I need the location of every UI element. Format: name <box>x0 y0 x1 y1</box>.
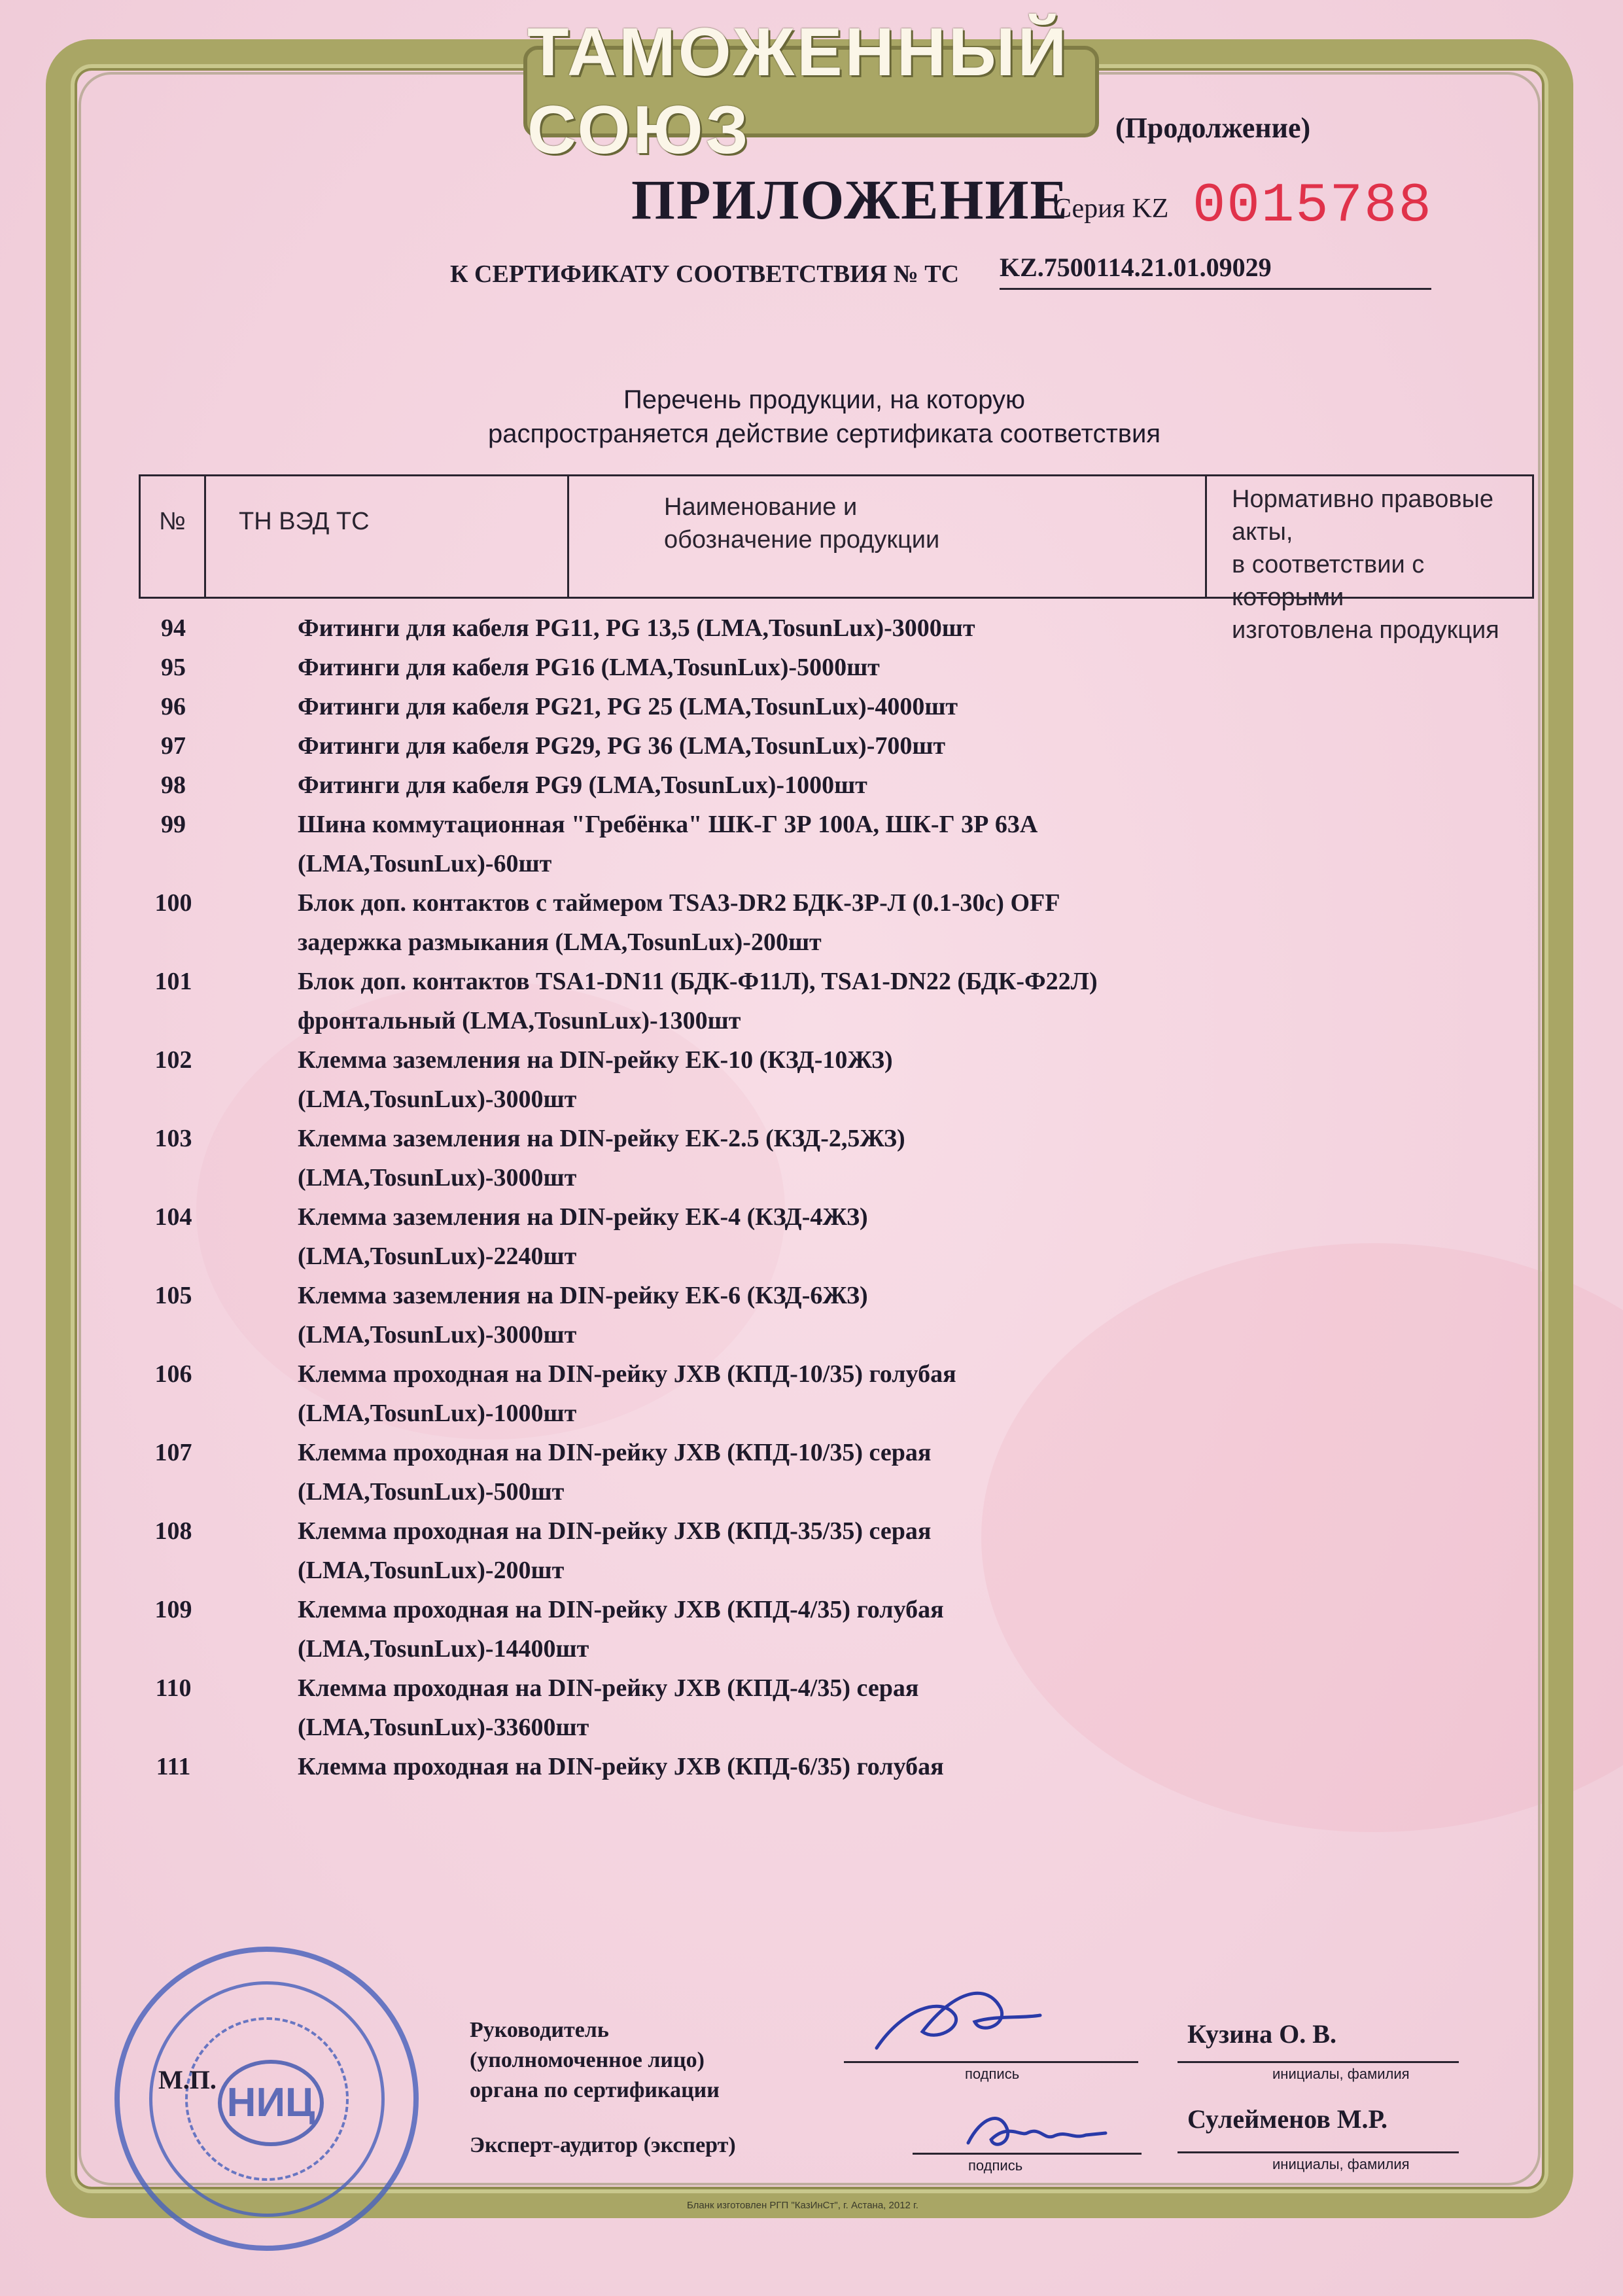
row-description: Блок доп. контактов TSA1-DN11 (БДК-Ф11Л), TSA1-DN22 (БДК-Ф22Л) фронтальный (LMA,TosunLux)-1300шт <box>298 968 1098 1034</box>
table-row <box>131 1590 1505 1669</box>
list-heading-line1: Перечень продукции, на которую <box>623 385 1025 414</box>
row-description: Клемма проходная на DIN-рейку JXB (КПД-4/35) голубая (LMA,TosunLux)-14400шт <box>298 1596 944 1663</box>
head-initials-caption: инициалы, фамилия <box>1272 2066 1410 2082</box>
head-signatory-label: Руководитель (уполномоченное лицо) органа по сертификации <box>470 2018 720 2102</box>
table-row <box>131 1747 1505 1786</box>
form-footer: Бланк изготовлен РГП "КазИнСт", г. Астана, 2012 г. <box>687 2200 918 2211</box>
table-row <box>131 1433 1505 1511</box>
row-description: Фитинги для кабеля PG21, PG 25 (LMA,TosunLux)-4000шт <box>298 693 958 720</box>
head-signature-caption: подпись <box>965 2066 1020 2082</box>
official-stamp <box>114 1947 419 2251</box>
row-number: 97 <box>161 732 186 760</box>
series-number: 0015788 <box>1193 175 1433 238</box>
header-tn-label: ТН ВЭД ТС <box>239 508 370 535</box>
header-norm-label: Нормативно правовые акты, в соответствии с которыми изготовлена продукция <box>1232 486 1499 644</box>
row-description: Клемма заземления на DIN-рейку ЕК-2.5 (КЗД-2,5ЖЗ) (LMA,TosunLux)-3000шт <box>298 1125 905 1192</box>
table-row <box>131 805 1505 883</box>
continuation-label: (Продолжение) <box>1115 112 1311 144</box>
expert-signature-line <box>913 2153 1142 2155</box>
row-description: Клемма заземления на DIN-рейку ЕК-10 (КЗД-10ЖЗ) (LMA,TosunLux)-3000шт <box>298 1046 893 1113</box>
head-signature-line <box>844 2061 1138 2063</box>
row-number: 100 <box>154 889 192 917</box>
row-description: Шина коммутационная "Гребёнка" ШК-Г 3Р 100А, ШК-Г 3Р 63А (LMA,TosunLux)-60шт <box>298 811 1038 877</box>
row-number: 99 <box>161 811 186 838</box>
row-number: 108 <box>154 1517 192 1545</box>
expert-signatory-label: Эксперт-аудитор (эксперт) <box>470 2133 736 2157</box>
row-description: Фитинги для кабеля PG11, PG 13,5 (LMA,TosunLux)-3000шт <box>298 614 975 642</box>
certificate-underline <box>1000 288 1431 290</box>
head-signature <box>864 1969 1053 2068</box>
row-description: Клемма проходная на DIN-рейку JXB (КПД-10/35) серая (LMA,TosunLux)-500шт <box>298 1439 932 1506</box>
expert-signature-caption: подпись <box>968 2157 1023 2174</box>
table-row <box>131 609 1505 648</box>
row-description: Фитинги для кабеля PG16 (LMA,TosunLux)-5000шт <box>298 654 880 681</box>
product-list <box>131 609 1505 1786</box>
expert-initials-caption: инициалы, фамилия <box>1272 2156 1410 2172</box>
list-heading-line2: распространяется действие сертификата соответствия <box>487 419 1161 448</box>
row-description: Клемма проходная на DIN-рейку JXB (КПД-4/35) серая (LMA,TosunLux)-33600шт <box>298 1674 919 1741</box>
row-number: 110 <box>155 1674 192 1702</box>
row-description: Клемма проходная на DIN-рейку JXB (КПД-35/35) серая (LMA,TosunLux)-200шт <box>298 1517 932 1584</box>
row-description: Клемма заземления на DIN-рейку ЕК-4 (КЗД-4ЖЗ) (LMA,TosunLux)-2240шт <box>298 1203 868 1270</box>
header-cell-no <box>141 476 206 597</box>
certificate-label: К СЕРТИФИКАТУ СООТВЕТСТВИЯ № ТС <box>450 260 960 288</box>
row-number: 95 <box>161 654 186 681</box>
head-name-line <box>1178 2061 1459 2063</box>
head-name: Кузина О. В. <box>1187 2019 1336 2049</box>
stamp-logo: НИЦ <box>218 2060 324 2146</box>
row-number: 103 <box>154 1125 192 1152</box>
row-number: 106 <box>154 1360 192 1388</box>
expert-name-line <box>1178 2151 1459 2153</box>
row-number: 105 <box>154 1282 192 1309</box>
row-number: 96 <box>161 693 186 720</box>
table-row <box>131 766 1505 805</box>
seal-place-label: М.П. <box>158 2065 217 2094</box>
row-description: Клемма проходная на DIN-рейку JXB (КПД-10/35) голубая (LMA,TosunLux)-1000шт <box>298 1360 956 1427</box>
table-row <box>131 1354 1505 1433</box>
row-description: Фитинги для кабеля PG29, PG 36 (LMA,TosunLux)-700шт <box>298 732 946 760</box>
row-number: 94 <box>161 614 186 642</box>
list-heading <box>393 383 1256 451</box>
table-row <box>131 1119 1505 1197</box>
row-number: 109 <box>154 1596 192 1623</box>
table-row <box>131 648 1505 687</box>
table-row <box>131 1669 1505 1747</box>
table-row <box>131 1276 1505 1354</box>
series-label: Серия KZ <box>1053 194 1169 224</box>
table-row <box>131 883 1505 962</box>
customs-union-banner <box>523 14 1099 168</box>
header-no-label: № <box>159 508 186 535</box>
banner-text: ТАМОЖЕННЫЙ СОЮЗ <box>527 14 1070 168</box>
row-description: Блок доп. контактов с таймером TSA3-DR2 БДК-3Р-Л (0.1-30с) OFF задержка размыкания (LMA,TosunLux)-200шт <box>298 889 1060 956</box>
table-row <box>131 1040 1505 1119</box>
row-number: 101 <box>154 968 192 995</box>
row-number: 104 <box>154 1203 192 1231</box>
document-title: ПРИЛОЖЕНИЕ <box>631 168 1069 231</box>
expert-name: Сулейменов М.Р. <box>1187 2104 1387 2134</box>
row-number: 107 <box>154 1439 192 1466</box>
header-cell-tn <box>206 476 569 597</box>
row-description: Клемма проходная на DIN-рейку JXB (КПД-6/35) голубая <box>298 1753 944 1780</box>
row-number: 111 <box>156 1753 191 1780</box>
row-number: 98 <box>161 771 186 799</box>
table-row <box>131 962 1505 1040</box>
row-description: Клемма заземления на DIN-рейку ЕК-6 (КЗД-6ЖЗ) (LMA,TosunLux)-3000шт <box>298 1282 868 1349</box>
table-row <box>131 726 1505 766</box>
row-number: 102 <box>154 1046 192 1074</box>
certificate-number: KZ.7500114.21.01.09029 <box>1000 253 1272 282</box>
row-description: Фитинги для кабеля PG9 (LMA,TosunLux)-1000шт <box>298 771 867 799</box>
table-row <box>131 1197 1505 1276</box>
table-row <box>131 687 1505 726</box>
table-row <box>131 1511 1505 1590</box>
header-name-label: Наименование и обозначение продукции <box>664 493 940 554</box>
